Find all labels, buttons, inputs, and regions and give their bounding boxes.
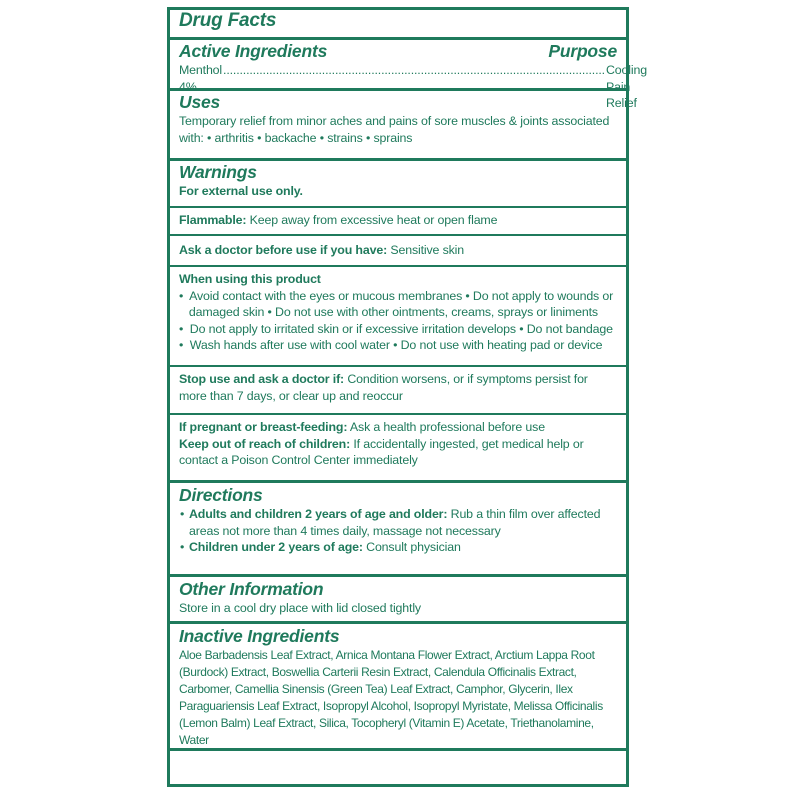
children-text: If accidentally ingested, get medical help or contact a Poison Control Center immediately	[179, 436, 584, 467]
other-information-section	[170, 574, 626, 621]
uses-intro: Temporary relief from minor aches and pains of sore muscles & joints associated with:	[179, 114, 610, 145]
when-using-item: Do not bandage	[526, 321, 613, 336]
directions-section	[170, 480, 626, 574]
uses-item: • strains	[316, 131, 362, 145]
warnings-heading: Warnings	[179, 162, 257, 182]
when-using-line	[179, 288, 617, 305]
warnings-section	[170, 158, 626, 206]
when-using-line	[179, 321, 617, 338]
when-using-item: Do not use with heating pad or device	[400, 338, 603, 352]
bullet-icon: •	[179, 338, 190, 352]
when-using-heading: When using this product	[179, 272, 321, 286]
uses-item: • backache	[254, 131, 317, 145]
dot-leader: ....................................................................................................................	[223, 63, 605, 77]
flammable-text: Keep away from excessive heat or open flame	[249, 213, 498, 227]
bullet-icon: •	[179, 321, 190, 336]
bullet-icon: •	[515, 321, 527, 336]
purpose-heading: Purpose	[548, 41, 617, 61]
uses-item: • arthritis	[207, 131, 254, 145]
uses-item: • sprains	[363, 131, 413, 145]
empty-footer-section	[170, 748, 626, 784]
directions-under-2: • Children under 2 years of age: Consult physician	[179, 539, 617, 556]
stop-use-text: Condition worsens, or if symptoms persist for more than 7 days, or clear up and reoccur	[179, 372, 588, 403]
when-using-list	[179, 288, 617, 354]
pregnant-label: If pregnant or breast-feeding:	[179, 420, 348, 434]
ask-doctor-section	[170, 234, 626, 265]
when-using-item: damaged skin	[188, 305, 265, 319]
other-information-text: Store in a cool dry place with lid closed tightly	[179, 601, 421, 615]
active-purpose: Cooling Pain Relief	[605, 63, 647, 110]
uses-text	[179, 113, 617, 146]
bullet-icon: •	[179, 288, 190, 303]
stop-use-section	[170, 365, 626, 413]
when-using-line	[179, 337, 617, 354]
active-ingredients-heading: Active Ingredients	[179, 41, 328, 61]
drug-facts-header	[170, 7, 626, 35]
flammable-section	[170, 206, 626, 234]
other-information-heading: Other Information	[179, 579, 324, 599]
when-using-item: Wash hands after use with cool water	[189, 338, 390, 352]
uses-section	[170, 88, 626, 158]
directions-list	[179, 506, 617, 556]
uses-heading: Uses	[179, 92, 221, 112]
drug-facts-title: Drug Facts	[179, 10, 277, 31]
directions-heading: Directions	[179, 485, 263, 505]
inactive-ingredients-section	[170, 621, 626, 748]
bullet-icon: •	[389, 338, 401, 352]
external-use-text: For external use only.	[179, 184, 303, 198]
ask-doctor-text: Sensitive skin	[390, 243, 465, 257]
ask-doctor-label: Ask a doctor before use if you have:	[179, 243, 388, 257]
bullet-icon	[179, 305, 189, 319]
when-using-item: Do not use with other ointments, creams, sprays or liniments	[275, 305, 598, 319]
pregnant-text: Ask a health professional before use	[349, 420, 545, 434]
directions-adults: • Adults and children 2 years of age and older: Rub a thin film over affected areas not more than 4 times daily, massage not necessary	[179, 506, 617, 539]
when-using-line	[179, 304, 617, 321]
stop-use-label: Stop use and ask a doctor if:	[179, 372, 345, 386]
active-ingredient: Menthol 4%	[179, 63, 223, 94]
when-using-item: Do not apply to irritated skin or if excessive irritation develops	[189, 321, 516, 336]
bullet-icon: •	[264, 305, 276, 319]
drug-facts-panel	[167, 7, 647, 787]
flammable-label: Flammable:	[179, 213, 247, 227]
pregnancy-children-section	[170, 413, 626, 480]
when-using-item: Do not apply to wounds or	[472, 288, 614, 303]
inactive-ingredients-heading: Inactive Ingredients	[179, 626, 340, 646]
when-using-item: Avoid contact with the eyes or mucous membranes	[189, 288, 463, 303]
inactive-ingredients-text: Aloe Barbadensis Leaf Extract, Arnica Montana Flower Extract, Arctium Lappa Root (Burdock) Extract, Boswellia Carterii Resin Extract, Calendula Officinalis Extract, Carbomer, Camellia Sinensis (Green Tea) Leaf Extract, Camphor, Glycerin, Ilex Paraguariensis Leaf Extract, Isopropyl Alcohol, Isopropyl Myristate, Melissa Officinalis (Lemon Balm) Leaf Extract, Silica, Tocopheryl (Vitamin E) Acetate, Triethanolamine, Water	[179, 648, 603, 747]
bullet-icon: •	[462, 288, 473, 303]
uses-list	[207, 131, 412, 145]
children-label: Keep out of reach of children:	[179, 436, 351, 451]
when-using-section	[170, 265, 626, 365]
